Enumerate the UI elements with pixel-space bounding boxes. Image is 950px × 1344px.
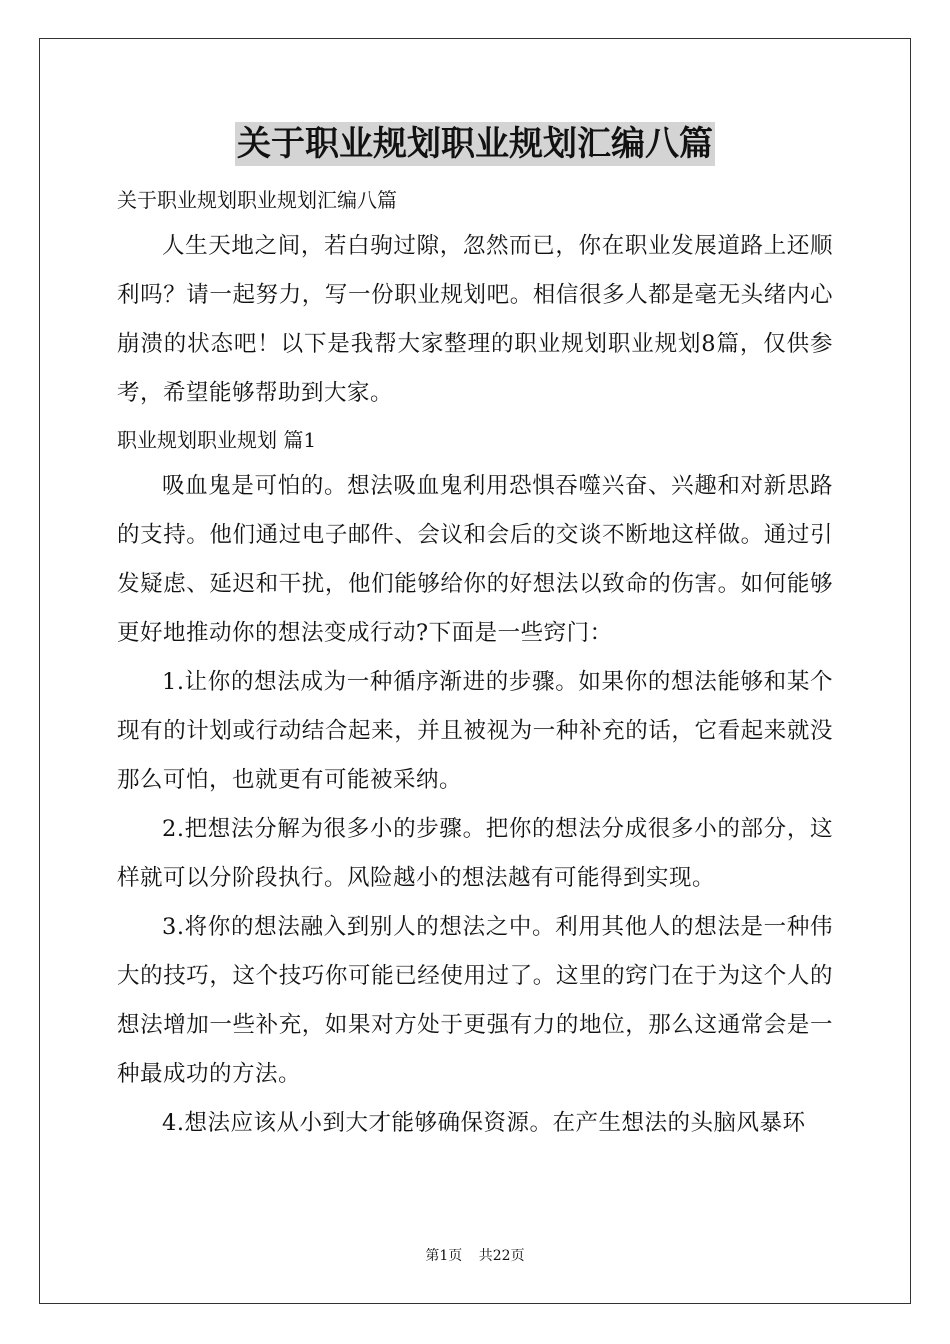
page-number: 第1页 [425,1248,463,1264]
page-total: 共22页 [478,1248,525,1264]
subtitle-line: 关于职业规划职业规划汇编八篇 [117,188,397,212]
section-heading: 职业规划职业规划 篇1 [117,428,317,452]
intro-paragraph: 人生天地之间，若白驹过隙，忽然而已，你在职业发展道路上还顺利吗？请一起努力，写一份职业规划吧。相信很多人都是毫无头绪内心崩溃的状态吧！以下是我帮大家整理的职业规划职业规划8篇，仅供参考，希望能够帮助到大家。 [117,233,833,406]
body-paragraph: 1.让你的想法成为一种循序渐进的步骤。如果你的想法能够和某个现有的计划或行动结合起来，并且被视为一种补充的话，它看起来就没那么可怕，也就更有可能被采纳。 [117,669,833,793]
document-title: 关于职业规划职业规划汇编八篇 [237,124,713,164]
body-paragraph: 3.将你的想法融入到别人的想法之中。利用其他人的想法是一种伟大的技巧，这个技巧你可能已经使用过了。这里的窍门在于为这个人的想法增加一些补充，如果对方处于更强有力的地位，那么这通常会是一种最成功的方法。 [117,914,833,1087]
document-body [117,178,833,1148]
title-container [0,122,950,166]
body-paragraph: 4.想法应该从小到大才能够确保资源。在产生想法的头脑风暴环 [162,1110,806,1136]
body-paragraph: 吸血鬼是可怕的。想法吸血鬼利用恐惧吞噬兴奋、兴趣和对新思路的支持。他们通过电子邮件、会议和会后的交谈不断地这样做。通过引发疑虑、延迟和干扰，他们能够给你的好想法以致命的伤害。如何能够更好地推动你的想法变成行动?下面是一些窍门： [117,473,833,646]
page-footer [0,1246,950,1266]
body-paragraph: 2.把想法分解为很多小的步骤。把你的想法分成很多小的部分，这样就可以分阶段执行。风险越小的想法越有可能得到实现。 [117,816,833,891]
